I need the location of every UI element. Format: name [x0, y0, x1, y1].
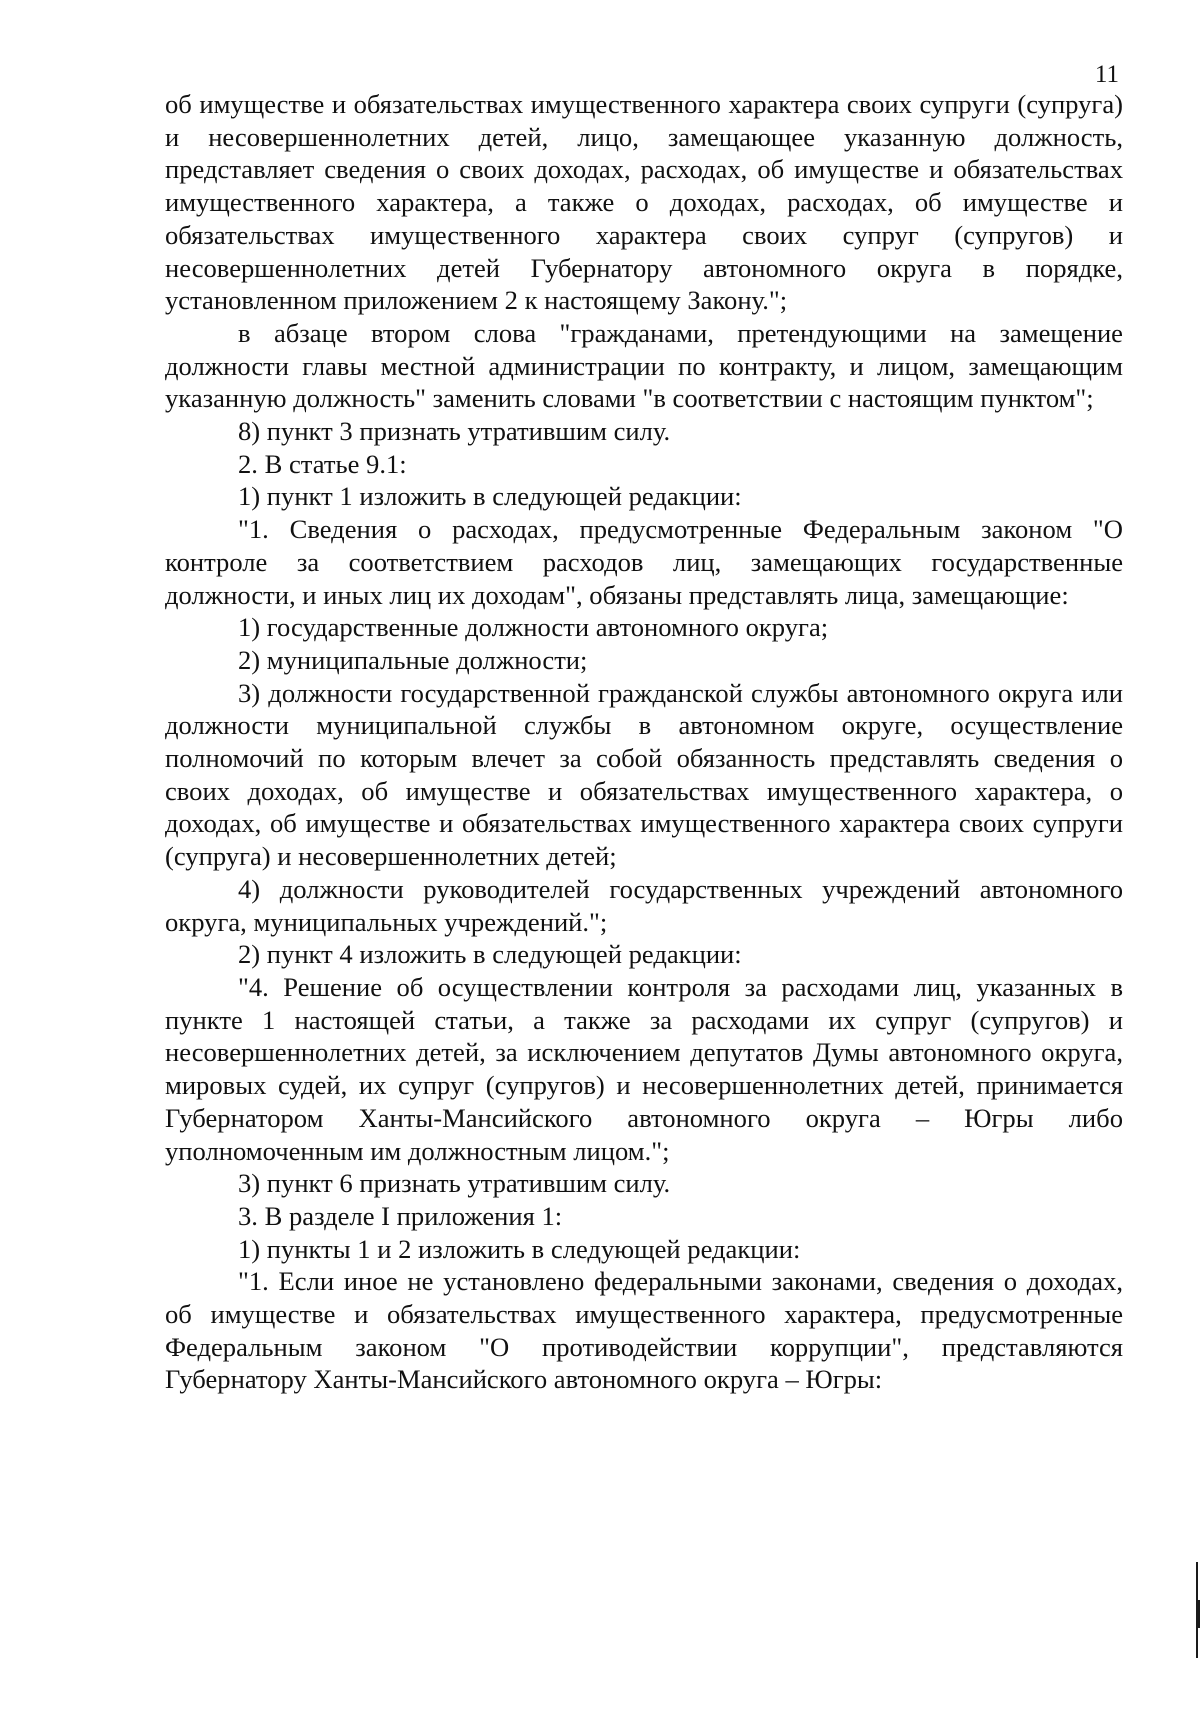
paragraph: 3) должности государственной гражданской службы автономного округа или должности муниципальной службы в автономном округе, осуществление полномочий по которым влечет за собой обязанность представлять сведения о своих доходах, об имуществе и обязательствах имущественного характера, о доходах, об имуществе и обязательствах имущественного характера своих супруги (супруга) и несовершеннолетних детей; [165, 677, 1123, 872]
document-body [165, 88, 1123, 1396]
paragraph: 8) пункт 3 признать утратившим силу. [238, 416, 671, 447]
paragraph: "4. Решение об осуществлении контроля за расходами лиц, указанных в пункте 1 настоящей статьи, а также за расходами их супруг (супругов) и несовершеннолетних детей, за исключением депутатов Думы автономного округа, мировых судей, их супруг (супругов) и несовершеннолетних детей, принимается Губернатором Ханты-Мансийского автономного округа – Югры либо уполномоченным им должностным лицом."; [165, 971, 1123, 1166]
paragraph: 3) пункт 6 признать утратившим силу. [238, 1168, 671, 1199]
paragraph: "1. Сведения о расходах, предусмотренные Федеральным законом "О контроле за соответствием расходов лиц, замещающих государственные должности, и иных лиц их доходам", обязаны представлять лица, замещающие: [165, 514, 1123, 610]
paragraph: "1. Если иное не установлено федеральными законами, сведения о доходах, об имуществе и обязательствах имущественного характера, предусмотренные Федеральным законом "О противодействии коррупции", представляются Губернатору Ханты-Мансийского автономного округа – Югры: [165, 1266, 1123, 1395]
paragraph: в абзаце втором слова "гражданами, претендующими на замещение должности главы местной администрации по контракту, и лицом, замещающим указанную должность" заменить словами "в соответствии с настоящим пунктом"; [165, 317, 1123, 414]
paragraph: 1) государственные должности автономного округа; [238, 612, 829, 643]
paragraph: 1) пункты 1 и 2 изложить в следующей редакции: [238, 1233, 801, 1264]
paragraph: 2) муниципальные должности; [238, 644, 588, 675]
paragraph: 2. В статье 9.1: [238, 448, 407, 479]
paragraph: 3. В разделе I приложения 1: [238, 1200, 563, 1231]
paragraph: об имуществе и обязательствах имущественного характера своих супруги (супруга) и несовершеннолетних детей, лицо, замещающее указанную должность, представляет сведения о своих доходах, расходах, об имуществе и обязательствах имущественного характера, а также о доходах, расходах, об имуществе и обязательствах имущественного характера своих супруг (супругов) и несовершеннолетних детей Губернатору автономного округа в порядке, установленном приложением 2 к настоящему Закону."; [165, 89, 1123, 316]
paragraph: 4) должности руководителей государственных учреждений автономного округа, муниципальных учреждений."; [165, 873, 1123, 937]
page-number: 11 [1094, 61, 1119, 88]
paragraph: 2) пункт 4 изложить в следующей редакции: [238, 939, 742, 970]
paragraph: 1) пункт 1 изложить в следующей редакции: [238, 481, 742, 512]
